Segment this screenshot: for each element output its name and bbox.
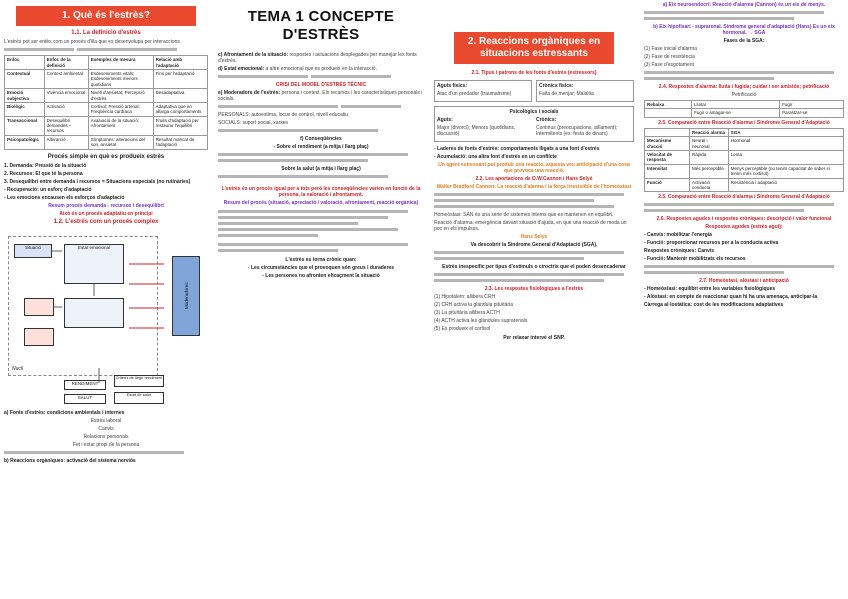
alert-paragraph: L'estrès és un procés igual per a tots però les conseqüències varien en funció de la persona, la valoració i afrontament.	[221, 186, 421, 198]
process-item: 2. Recursos: El que té la persona	[4, 170, 83, 177]
blank-line	[218, 216, 388, 219]
blank-line	[644, 17, 794, 20]
blank-line	[218, 105, 338, 108]
blank-line	[218, 234, 318, 237]
blank-line	[77, 48, 177, 51]
subheading-1-1: 1.1. La definició d'estrès	[71, 30, 141, 36]
table-row: Funció Activació conducta Resistència i adaptació	[645, 178, 844, 192]
stress-source-item: Estrès laboral	[90, 418, 122, 425]
process-item: - Les emocions encausen els esforços d'adaptació	[4, 194, 125, 201]
axis-a: a) Eix neuroendocrí: Reacció d'alarma (Cannon) és un eix de menys.	[662, 2, 826, 8]
e-heading: e) Moderadors de l'estrès:	[218, 90, 281, 96]
subheading-2-3: 2.3. Les respostes fisiològiques a l'estrès	[484, 286, 584, 292]
homeostasis-item: Càrrega al·lostàtica: cost de les modificacions adaptatives	[644, 302, 784, 309]
subheading-2-6: 2.6. Respostes agudes i respostes cròniques: descripció i valor funcional	[656, 216, 832, 223]
blank-line	[644, 11, 824, 14]
blank-line	[4, 48, 74, 51]
f-heading: f) Conseqüències	[300, 136, 342, 142]
subheading-2-1: 2.1. Tipus i patrons de les fonts d'estrès (estressors)	[471, 70, 597, 76]
table-row: Mecanisme d'acció Neural i neuronal Hormonal	[645, 137, 844, 151]
blank-line	[644, 209, 804, 212]
nucleus-label: Nucli	[12, 366, 24, 373]
physical-stressors	[434, 80, 634, 102]
alert-line: Això és un procés adaptatiu en principi	[59, 210, 153, 217]
table-header: Reacció alarma	[689, 128, 728, 136]
blank-line	[218, 228, 398, 231]
selye-heading: Hans Selyé	[520, 234, 548, 240]
d-alert: CRISI DEL MODEL D'ESTRÈS TÈCNIC	[275, 82, 367, 88]
performance-criteria-box: Criteris de llegir rendiment	[114, 375, 164, 387]
d-heading: d) Estat emocional:	[218, 66, 265, 72]
blank-line	[311, 75, 391, 78]
sga-text: Estrès inespecífic per tipus d'estímuls o ciroctrix que el poden desencadenar	[442, 264, 626, 270]
blank-line	[434, 257, 584, 260]
subheading-2-4: 2.4. Respostes d'alarma: lluita i fugida; cuidar i ser amistós; petrificació	[658, 84, 830, 90]
table-header: SGA	[728, 128, 843, 136]
blank-line	[644, 271, 784, 274]
section-title-1: 1. Què és l'estrès?	[16, 6, 196, 26]
process-title: Procés simple en què es produeix estrès	[47, 153, 165, 160]
column-1	[0, 0, 212, 599]
process-item: 1. Demanda: Pressió de la situació	[4, 162, 87, 169]
blank-line	[434, 193, 624, 196]
blank-line	[644, 203, 834, 206]
petrification-line: Petrificació	[731, 92, 757, 98]
moderators-box: Moderadores	[172, 256, 200, 336]
c-text: respostes i actuacions desplegades per manejar les fonts d'estrès.	[218, 52, 417, 64]
response-item: - Canvis: mobilitzar l'energia	[644, 232, 712, 239]
blank-line	[218, 159, 368, 162]
point-line: - Laderes de fonts d'estrès: comportaments lligats a una font d'estrès	[434, 146, 600, 152]
organic-reactions-heading: b) Reaccions orgàniques: activació del sistema nerviós	[4, 458, 136, 465]
table-row: Contextual Context ambiental Esdeveniments vitals; Esdeveniments menors quotidians Fins per l'adaptació	[5, 69, 208, 88]
intro-text: L'estrès pot ser entès com un procés d'illa que es desenvolupa per interaccions.	[4, 39, 182, 46]
blank-line	[341, 105, 401, 108]
stress-source-item: Canvis	[98, 426, 114, 433]
response-item: - Funció: Mantenir mobilitzats els recursos	[644, 256, 746, 263]
subheading-2-6b: Respostes agudes (estrès agut):	[705, 224, 783, 231]
stress-source-item: Relacions personals	[83, 434, 129, 441]
table-row: Transaccional Desequilibri demandes – recursos Avaluació de la situació; Afrontament Fruits d'adaptació per restaurar l'equilibri	[5, 116, 208, 135]
hpa-step: (1) Hipotàlem: allibera CRH	[434, 294, 496, 300]
subheading-2-5: 2.5. Comparació entre Reacció d'alarma i Síndrome General d'Adaptació	[658, 119, 830, 126]
blank-line	[434, 251, 624, 254]
section-title-2: 2. Reaccions orgàniques en situacions estressants	[454, 32, 614, 64]
health-box: SALUT	[64, 394, 106, 404]
d-text: a altre emocional que es produeix en la interacció.	[265, 66, 377, 72]
phase-item: (1) Fase inicial d'alarma	[644, 46, 697, 52]
table-row: Emoció subjectiva Vivència emocional Nivell d'ansietat; Percepció d'estrès Desadaptativa	[5, 89, 208, 103]
sga-line: Va descobrir la Síndrome General d'Adaptació (SGA).	[470, 242, 598, 248]
hpa-step: (3) La pituïtària allibera ACTH	[434, 310, 500, 316]
blank-line	[644, 71, 834, 74]
stress-source-item: Fet i estar propi de la persona	[72, 442, 140, 449]
emotional-state-box: Estat emocional	[64, 244, 124, 284]
e-text: persona i context. Els recursos i les característiques personals i socials.	[218, 90, 423, 102]
page-title: TEMA 1 CONCEPTE D'ESTRÈS	[247, 8, 395, 43]
chronic-physical-box: Crònics físics: Falta de menjar; Malaltia	[536, 80, 634, 102]
response-table	[644, 100, 844, 118]
table-header: Enfoc de la definició	[44, 56, 88, 70]
table-row: Fugir o amagar-se Paralitzar-se	[645, 109, 844, 117]
table-header: Relació amb l'adaptació	[153, 56, 207, 70]
blank-line	[218, 129, 378, 132]
f-item: Sobre la salut (a mitja i llarg plaç)	[281, 166, 361, 172]
blank-line	[218, 175, 388, 178]
table-row: Velocitat de resposta Ràpida Lenta	[645, 150, 844, 164]
chronic-item: - Les persones no afronten eficaçment la situació	[262, 273, 380, 279]
process-item: - Recuperació: un esforç d'adaptació	[4, 186, 92, 193]
blank-line	[218, 75, 308, 78]
stress-process-diagram	[4, 228, 208, 408]
blank-line	[434, 199, 594, 202]
hpa-step: (4) ACTH activa les glàndules suprarenals	[434, 318, 528, 324]
homeostasis-item: - Homeòstasi: equilibri entre les variables fisiològiques	[644, 286, 776, 293]
psychosocial-stressors: Psicològics i socials Aguts: Major (divorci); Menors (quotidians, discussió) Crònics: Continus (preocupacions, aïllament); Intermitents (ex: festa de dinars)	[434, 106, 634, 142]
alarm-line: Reacció d'alarma: emergència davant situació d'ajuda, en què una reacció de moda un poc en els impulsos.	[434, 220, 627, 232]
cannon-heading: Walter Bradford Cannon: La reacció d'alarma i la força irresistible de l'homeòstasi	[436, 184, 632, 190]
blank-line	[218, 222, 358, 225]
table-row: Biològic Activació Cortisol; Pressió arterial; Freqüència cardíaca Adaptativa que en allarga comportaments	[5, 102, 208, 116]
table-header	[645, 128, 690, 136]
process-item: 3. Desequilibri entre demanda i recursos = Situacions especials (no rutinàries)	[4, 178, 191, 185]
blank-line	[218, 249, 338, 252]
point-line: - Acumulació: una altra font d'estrès en un conflicte	[434, 154, 557, 160]
chronic-heading: L'estrès es torna crònic quan:	[285, 257, 357, 263]
response-item: - Funció: proporcionar recursos per a la conducta activa	[644, 240, 779, 247]
blank-line	[434, 279, 604, 282]
table-header: Exemples de mesura	[88, 56, 153, 70]
blank-line	[218, 153, 408, 156]
summary-paragraph: Resum del procés (situació, apreciació / valoració, afrontament, reacció orgànica)	[223, 200, 419, 206]
subheading-1-2: 1.2. L'estrès com un procés complex	[53, 218, 159, 225]
subheading-2-5b: 2.5. Comparació entre Reacció d'alarma i Síndrome General d'Adaptació	[658, 194, 830, 201]
situation-box: Situació	[14, 244, 52, 258]
blank-line	[218, 243, 408, 246]
column-4	[640, 0, 848, 599]
table-row: Rebaixa Lluitar Fugir	[645, 101, 844, 109]
table-header: Enfoc	[5, 56, 45, 70]
chronic-item: - Les circumstàncies que el provoquen són greus i duraderes	[247, 265, 395, 271]
final-line: Per relaxar intervé el SNP.	[503, 335, 565, 341]
column-2	[214, 0, 428, 599]
blank-line	[218, 210, 408, 213]
phase-item: (3) Fase d'esgotament	[644, 62, 694, 68]
table-row: Psicopatològic Alterarció Símptomes: alteracions del son, ansietat Resultat mancat de l'adaptació	[5, 135, 208, 149]
phase-item: (2) Fase de resistència	[644, 54, 695, 60]
blank-line	[434, 205, 614, 208]
acute-physical-box: Aguts físics: Atac d'un predador (traumatisme)	[434, 80, 532, 102]
personals-line: PERSONALS: autoestima, locus de control, nivell educatiu	[218, 112, 349, 118]
blank-line	[644, 265, 834, 268]
definition-table	[4, 55, 208, 149]
orange-alert: Un agent estressant pot produir una reacció, aquesta veu anticipació d'una cosa que provoca una reacció.	[438, 162, 630, 174]
column-3	[430, 0, 638, 599]
blank-line	[434, 273, 624, 276]
hpa-step: (2) CRH activa la glàndula pituïtària	[434, 302, 513, 308]
comparison-table	[644, 128, 844, 193]
diagram-arrows	[4, 228, 208, 408]
subheading-2-7: 2.7. Homeòstasi, alòstasi i anticipació	[699, 278, 789, 285]
homeostasis-line: Homeòstasi: SAN és una sèrie de sistemes interns que es mantenen en equilibri.	[434, 212, 614, 218]
c-heading: c) Afrontament de la situació:	[218, 52, 289, 58]
axis-b: b) Eix hipofisari - suprarenal. Síndrome general d'adaptació (Hans) Es un eix hormonal. → SGA	[653, 24, 835, 36]
stress-sources-heading: a) Fonts d'estrès: condicions ambientals i internes	[4, 410, 125, 417]
blank-line	[644, 77, 774, 80]
subheading-2-2: 2.2. Les aportacions de D.W.Cannon i Hans Selyé	[475, 176, 593, 182]
f-item: - Sobre el rendiment (a mitja i llarg plaç)	[273, 144, 369, 150]
response-item: Respostes cròniques: Canvis	[644, 248, 715, 255]
homeostasis-item: - Alòstasi: en compte de reaccionar quan hi ha una amenaça, anticipar-la	[644, 294, 818, 301]
blank-line	[4, 451, 184, 454]
health-state-box: Estat de salut	[114, 392, 164, 404]
summary-line: Resum procés demanda - recursos i desequilibri	[48, 202, 164, 209]
performance-box: RENDIMENT	[64, 380, 106, 390]
socials-line: SOCIALS: suport social, xarxes	[218, 120, 289, 126]
hpa-step: (5) Es produeix el cortisol	[434, 326, 491, 332]
table-row: Intensitat Més perceptible Menys perceptible (no tenim capacitat de saber si tenim més cortisol)	[645, 164, 844, 178]
phases-title: Fases de la SGA:	[723, 38, 765, 44]
